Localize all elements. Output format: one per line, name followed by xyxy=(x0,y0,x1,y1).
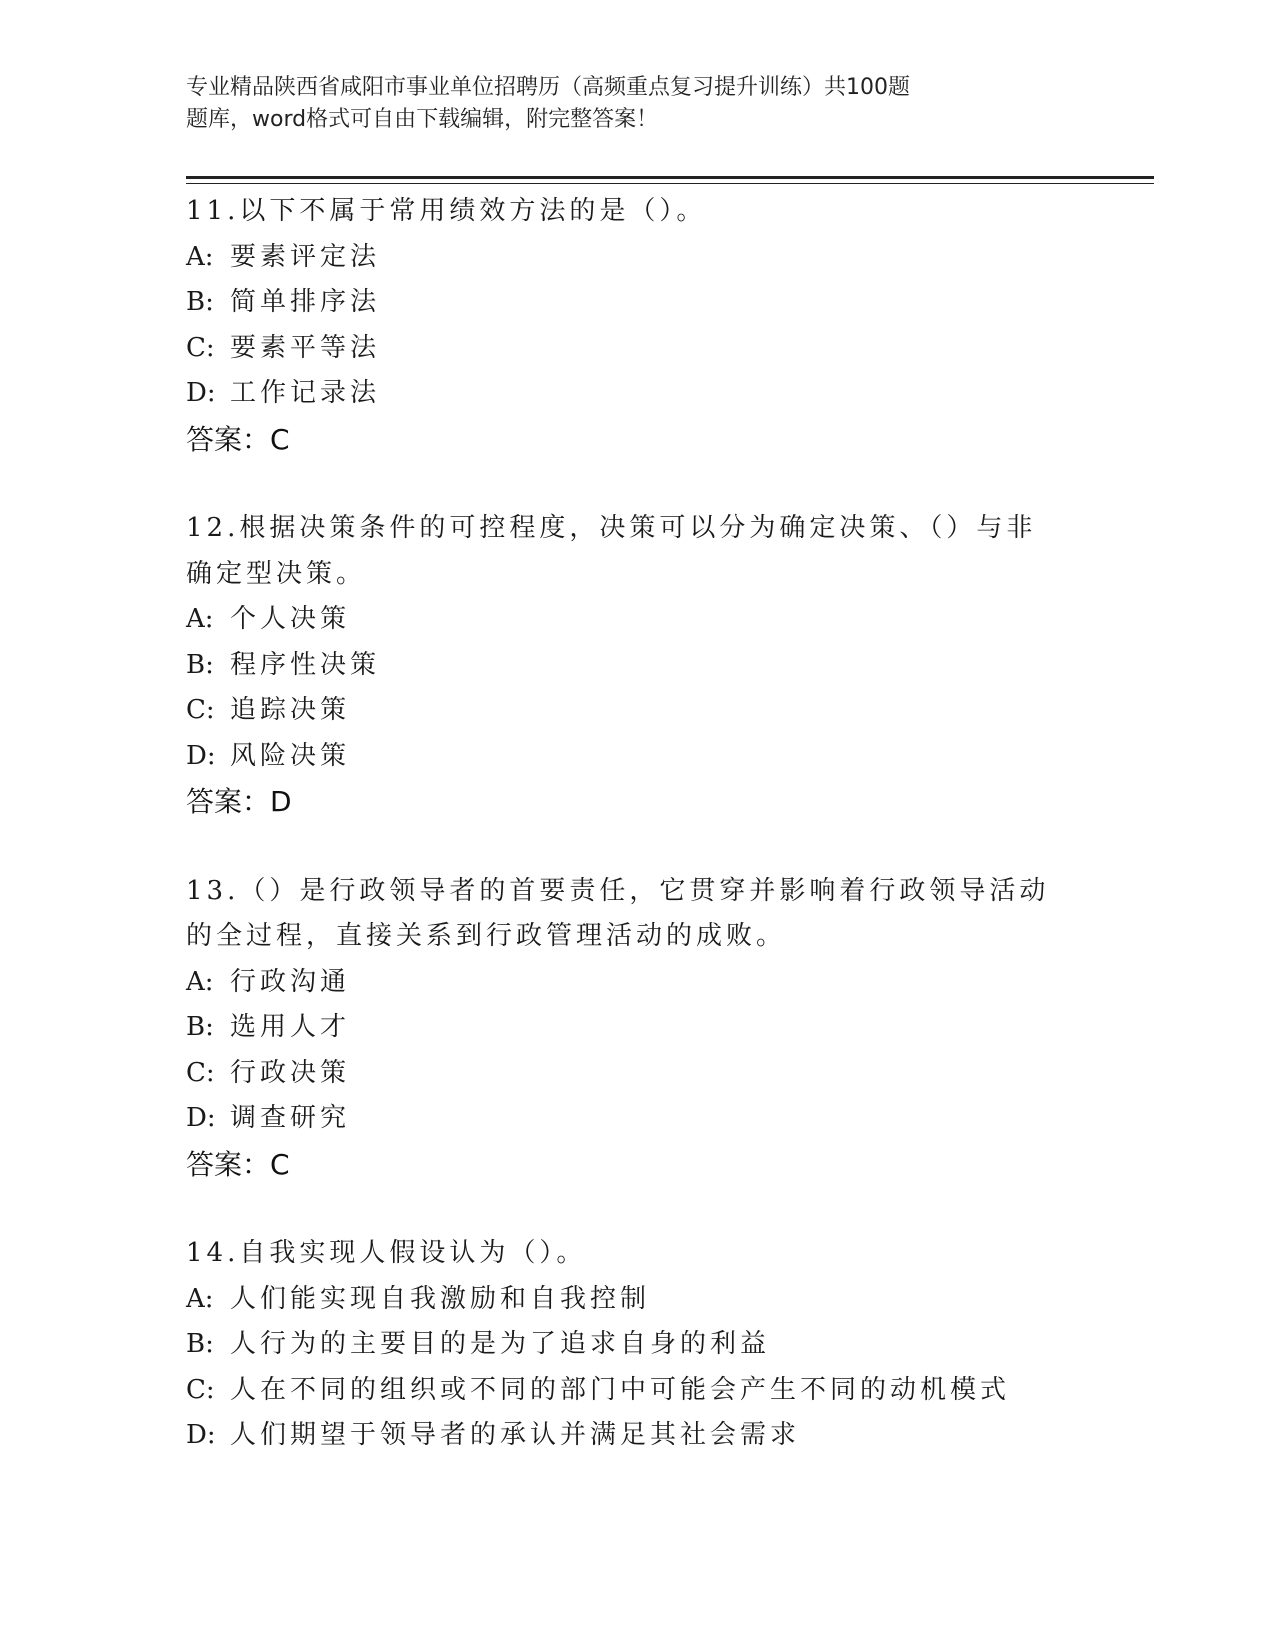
option-text: 行政沟通 xyxy=(230,966,351,997)
option-key: C: xyxy=(186,695,215,725)
question-text: 12.根据决策条件的可控程度，决策可以分为确定决策、（）与非确定型决策。 xyxy=(186,513,1037,589)
option-c xyxy=(186,688,1086,734)
option-c xyxy=(186,1368,1086,1414)
option-d xyxy=(186,371,1086,417)
option-b xyxy=(186,280,1086,326)
option-key: C: xyxy=(186,332,215,363)
header-rule-thick xyxy=(186,176,1154,179)
option-text: 人们能实现自我激励和自我控制 xyxy=(230,1283,651,1314)
option-d xyxy=(186,1096,1086,1142)
question-13 xyxy=(186,869,1086,1188)
option-text: 人在不同的组织或不同的部门中可能会产生不同的动机模式 xyxy=(230,1374,1011,1405)
option-b xyxy=(186,1005,1086,1051)
option-b xyxy=(186,1322,1086,1368)
answer-text: 答案：C xyxy=(186,422,290,456)
option-text: 追踪决策 xyxy=(230,695,351,725)
option-key: C: xyxy=(186,1374,215,1405)
option-text: 要素平等法 xyxy=(230,332,381,363)
option-key: D: xyxy=(186,1103,216,1133)
option-text: 要素评定法 xyxy=(230,241,381,272)
option-text: 程序性决策 xyxy=(230,649,381,680)
option-a xyxy=(186,235,1086,281)
option-key: A: xyxy=(186,604,214,634)
option-text: 选用人才 xyxy=(230,1012,351,1042)
question-12 xyxy=(186,506,1086,825)
option-text: 人行为的主要目的是为了追求自身的利益 xyxy=(230,1329,771,1359)
answer-text: 答案：D xyxy=(186,785,292,818)
option-key: D: xyxy=(186,740,216,771)
answer-text: 答案：C xyxy=(186,1147,290,1181)
option-a xyxy=(186,597,1086,643)
option-key: A: xyxy=(186,966,214,997)
header-line-1: 专业精品陕西省咸阳市事业单位招聘历（高频重点复习提升训练）共100题 xyxy=(186,75,910,100)
question-list xyxy=(186,189,1086,1503)
question-11 xyxy=(186,189,1086,462)
question-14 xyxy=(186,1231,1086,1459)
option-text: 调查研究 xyxy=(230,1103,351,1133)
document-header xyxy=(186,72,1026,136)
option-text: 工作记录法 xyxy=(230,378,381,408)
option-a xyxy=(186,1277,1086,1323)
option-text: 简单排序法 xyxy=(230,287,381,317)
option-key: D: xyxy=(186,1420,216,1450)
option-key: C: xyxy=(186,1057,215,1088)
option-key: B: xyxy=(186,287,214,317)
option-key: B: xyxy=(186,649,214,680)
option-text: 人们期望于领导者的承认并满足其社会需求 xyxy=(230,1420,801,1450)
option-text: 风险决策 xyxy=(230,740,351,771)
option-d xyxy=(186,1413,1086,1459)
option-key: A: xyxy=(186,1283,214,1314)
option-c xyxy=(186,1051,1086,1097)
option-b xyxy=(186,643,1086,689)
option-key: D: xyxy=(186,378,216,408)
option-key: B: xyxy=(186,1329,214,1359)
option-d xyxy=(186,734,1086,780)
option-text: 行政决策 xyxy=(230,1057,351,1088)
option-key: A: xyxy=(186,241,214,272)
option-c xyxy=(186,326,1086,372)
option-key: B: xyxy=(186,1012,214,1042)
question-text: 13.（）是行政领导者的首要责任，它贯穿并影响着行政领导活动的全过程，直接关系到行政管理活动的成败。 xyxy=(186,875,1050,951)
question-text: 14.自我实现人假设认为（）。 xyxy=(186,1238,587,1268)
header-line-2: 题库，word格式可自由下载编辑，附完整答案！ xyxy=(186,107,659,132)
header-rule-thin xyxy=(186,183,1154,184)
option-a xyxy=(186,960,1086,1006)
question-text: 11.以下不属于常用绩效方法的是（）。 xyxy=(186,196,707,226)
option-text: 个人决策 xyxy=(230,604,351,634)
